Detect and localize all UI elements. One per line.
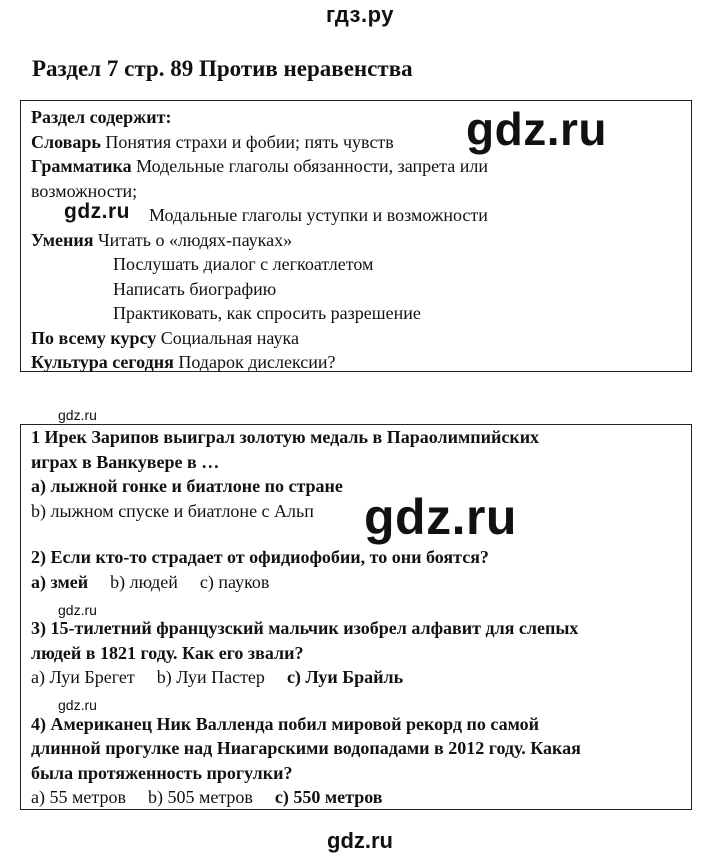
contents-intro: Раздел содержит: <box>31 107 172 127</box>
q4-option-b: b) 505 метров <box>147 787 253 807</box>
q1-question: 1 Ирек Зарипов выиграл золотую медаль в Параолимпийских <box>31 427 540 447</box>
q4-options <box>31 785 681 810</box>
q4-option-c: с) 550 метров <box>274 787 383 807</box>
culture-label: Культура сегодня <box>31 352 174 372</box>
watermark: gdz.ru <box>58 602 97 618</box>
q2-options <box>31 570 681 595</box>
skill-item: Читать о «людях-пауках» <box>93 229 293 250</box>
q3-option-a: а) Луи Брегет <box>31 667 135 687</box>
q3-option-c: с) Луи Брайль <box>286 667 404 687</box>
course-text: Социальная наука <box>156 327 299 348</box>
q2-question: 2) Если кто-то страдает от офидиофобии, то они боятся? <box>31 547 489 567</box>
q2-option-b: b) людей <box>110 571 178 592</box>
q2-option-a: а) змей <box>31 571 89 592</box>
q4-question: 4) Американец Ник Валленда побил мировой рекорд по самой <box>31 713 540 734</box>
grammar-line <box>31 154 681 179</box>
course-line <box>31 326 681 351</box>
q4-option-a: а) 55 метров <box>31 787 126 807</box>
culture-line <box>31 350 681 375</box>
grammar-label: Грамматика <box>31 156 132 176</box>
vocab-text: Понятия страхи и фобии; пять чувств <box>100 131 394 152</box>
grammar-text: Модельные глаголы обязанности, запрета или <box>131 156 488 176</box>
q3-question-cont: людей в 1821 году. Как его звали? <box>31 642 304 663</box>
watermark: gdz.ru <box>364 489 517 545</box>
watermark: gdz.ru <box>58 697 97 713</box>
skill-item: Послушать диалог с легкоатлетом <box>113 254 374 274</box>
watermark: gdz.ru <box>58 407 97 423</box>
q4-question-cont-2: была протяженность прогулки? <box>31 762 293 783</box>
skills-line <box>31 228 681 253</box>
watermark: gdz.ru <box>64 200 130 223</box>
q2-option-c: с) пауков <box>199 571 270 592</box>
q1-option-a: а) лыжной гонке и биатлоне по стране <box>31 476 343 496</box>
quiz-box <box>20 424 692 810</box>
q3-option-b: b) Луи Пастер <box>156 667 265 687</box>
grammar-text-cont: возможности; <box>31 180 138 201</box>
q3-question: 3) 15-тилетний французский мальчик изобрел алфавит для слепых <box>31 618 579 638</box>
site-logo-bottom: gdz.ru <box>327 828 393 853</box>
page-title: Раздел 7 стр. 89 Против неравенства <box>32 56 413 81</box>
skill-item: Практиковать, как спросить разрешение <box>113 303 421 323</box>
watermark: gdz.ru <box>466 103 607 155</box>
skills-label: Умения <box>31 229 94 250</box>
vocab-label: Словарь <box>31 131 101 152</box>
site-logo-top: гдз.ру <box>326 2 394 27</box>
q4-question-cont: длинной прогулке над Ниагарскими водопадами в 2012 году. Какая <box>31 738 581 758</box>
skill-item: Написать биографию <box>113 278 277 299</box>
culture-text: Подарок дислексии? <box>173 352 336 372</box>
grammar-text-2: Модальные глаголы уступки и возможности <box>149 205 488 225</box>
course-label: По всему курсу <box>31 327 157 348</box>
q3-options <box>31 665 681 690</box>
q1-question-cont: играх в Ванкувере в … <box>31 451 220 472</box>
q1-option-b: b) лыжном спуске и биатлоне с Альп <box>31 500 314 521</box>
